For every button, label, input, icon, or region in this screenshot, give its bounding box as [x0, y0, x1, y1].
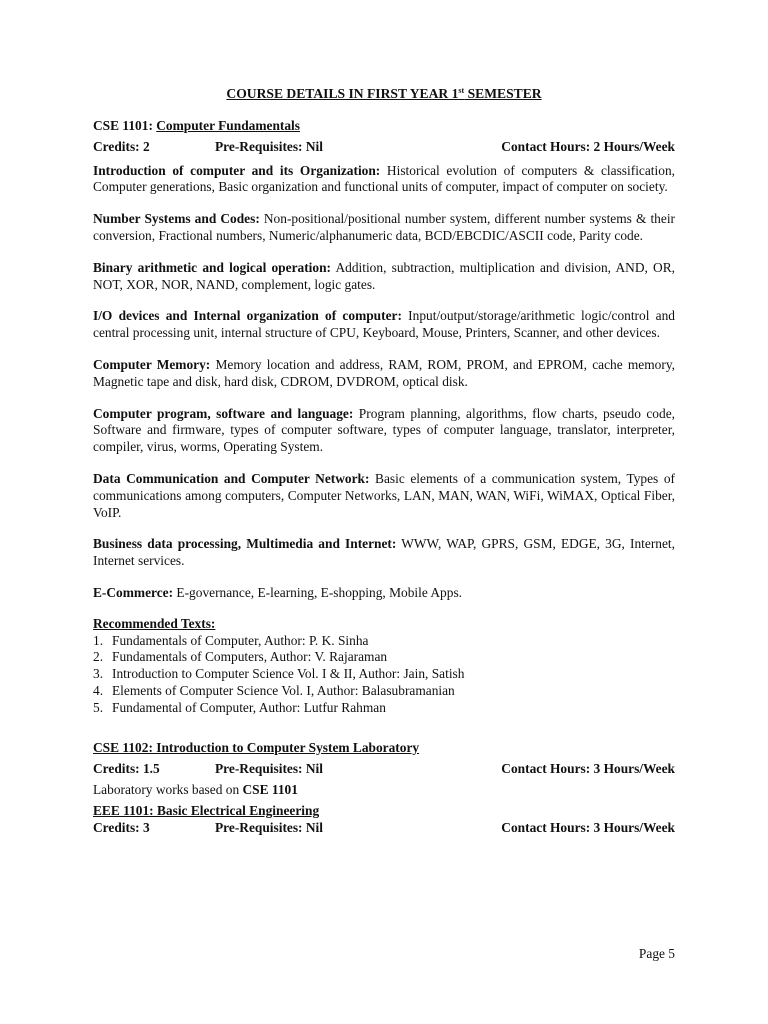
list-text: Elements of Computer Science Vol. I, Author: Balasubramanian — [112, 682, 455, 698]
topic-heading: Number Systems and Codes: — [93, 211, 260, 227]
topic-heading: Data Communication and Computer Network: — [93, 470, 370, 486]
course1-hours: Contact Hours: 2 Hours/Week — [501, 138, 675, 154]
course3-hours: Contact Hours: 3 Hours/Week — [501, 819, 675, 835]
topic-paragraph — [93, 163, 675, 197]
course1-prereq: Pre-Requisites: Nil — [215, 138, 323, 154]
course1-header — [93, 118, 675, 135]
title-tail: SEMESTER — [464, 86, 542, 101]
topic-heading: Computer program, software and language: — [93, 405, 354, 421]
list-item — [93, 633, 675, 650]
list-number: 2. — [93, 649, 104, 665]
topic-paragraph — [93, 585, 675, 602]
topic-paragraph — [93, 211, 675, 245]
topic-paragraph — [93, 536, 675, 570]
list-number: 5. — [93, 699, 104, 715]
topic-heading: E-Commerce: — [93, 584, 174, 600]
list-item — [93, 666, 675, 683]
list-text: Introduction to Computer Science Vol. I & II, Author: Jain, Satish — [112, 666, 465, 682]
course2-meta — [93, 761, 675, 778]
list-number: 1. — [93, 632, 104, 648]
topic-body: Addition, subtraction, multiplication and division, AND, OR, NOT, XOR, NOR, NAND, complement, logic gates. — [93, 259, 675, 292]
list-number: 4. — [93, 682, 104, 698]
topic-paragraph — [93, 260, 675, 294]
topic-heading: Computer Memory: — [93, 356, 211, 372]
list-item — [93, 649, 675, 666]
page-title — [93, 86, 675, 103]
topic-body: Basic elements of a communication system, Types of communications among computers, Computer Networks, LAN, MAN, WAN, WiFi, WiMAX, Optical Fiber, VoIP. — [93, 470, 675, 520]
course2-credits: Credits: 1.5 — [93, 761, 160, 777]
list-text: Fundamental of Computer, Author: Lutfur Rahman — [112, 699, 386, 715]
list-item — [93, 700, 675, 717]
list-text: Fundamentals of Computers, Author: V. Rajaraman — [112, 649, 388, 665]
course1-name: Computer Fundamentals — [156, 117, 300, 133]
course3-title: EEE 1101: Basic Electrical Engineering — [93, 803, 320, 819]
course2-prereq: Pre-Requisites: Nil — [215, 761, 323, 777]
topic-heading: Binary arithmetic and logical operation: — [93, 259, 331, 275]
topic-paragraph — [93, 357, 675, 391]
course2-title: CSE 1102: Introduction to Computer System Laboratory — [93, 739, 420, 755]
title-main: COURSE DETAILS IN FIRST YEAR 1 — [226, 86, 459, 101]
topic-paragraph — [93, 406, 675, 456]
title-sup: st — [458, 86, 465, 95]
topic-body: Historical evolution of computers & classification, Computer generations, Basic organization and functional units of computer, impact of computer on society. — [93, 162, 675, 195]
course2-lab-note — [93, 782, 675, 799]
topic-heading: I/O devices and Internal organization of computer: — [93, 308, 402, 324]
topic-paragraph — [93, 471, 675, 521]
course2-hours: Contact Hours: 3 Hours/Week — [501, 761, 675, 777]
list-item — [93, 683, 675, 700]
lab-note-code: CSE 1101 — [242, 782, 298, 798]
list-number: 3. — [93, 666, 104, 682]
topic-heading: Introduction of computer and its Organization: — [93, 162, 381, 178]
page-number: Page 5 — [638, 946, 675, 961]
document-page — [93, 86, 675, 837]
list-text: Fundamentals of Computer, Author: P. K. Sinha — [112, 632, 369, 648]
course3-prereq: Pre-Requisites: Nil — [215, 819, 323, 835]
topic-body: Input/output/storage/arithmetic logic/control and central processing unit, internal structure of CPU, Keyboard, Mouse, Printers, Scanner, and other devices. — [93, 308, 675, 341]
lab-note-text: Laboratory works based on — [93, 782, 243, 798]
course3-credits: Credits: 3 — [93, 819, 150, 835]
topic-paragraph — [93, 308, 675, 342]
course3-meta — [93, 820, 675, 837]
course1-credits: Credits: 2 — [93, 138, 150, 154]
topic-body: E-governance, E-learning, E-shopping, Mobile Apps. — [173, 584, 463, 600]
topic-body: Non-positional/positional number system, different number systems & their conversion, Fractional numbers, Numeric/alphanumeric data, BCD/EBCDIC/ASCII code, Parity code. — [93, 211, 675, 243]
topic-body: Program planning, algorithms, flow charts, pseudo code, Software and firmware, types of computer software, types of computer language, translator, interpreter, compiler, virus, worms, Operating System. — [93, 405, 675, 455]
topic-heading: Business data processing, Multimedia and Internet: — [93, 536, 397, 552]
course1-meta — [93, 139, 675, 156]
course1-code: CSE 1101: — [93, 117, 153, 133]
topic-body: Memory location and address, RAM, ROM, PROM, and EPROM, cache memory, Magnetic tape and disk, hard disk, CDROM, DVDROM, optical disk. — [93, 356, 675, 389]
recommended-texts-title: Recommended Texts: — [93, 615, 216, 631]
recommended-texts-list — [93, 633, 675, 717]
topic-body: WWW, WAP, GPRS, GSM, EDGE, 3G, Internet, Internet services. — [93, 536, 676, 569]
